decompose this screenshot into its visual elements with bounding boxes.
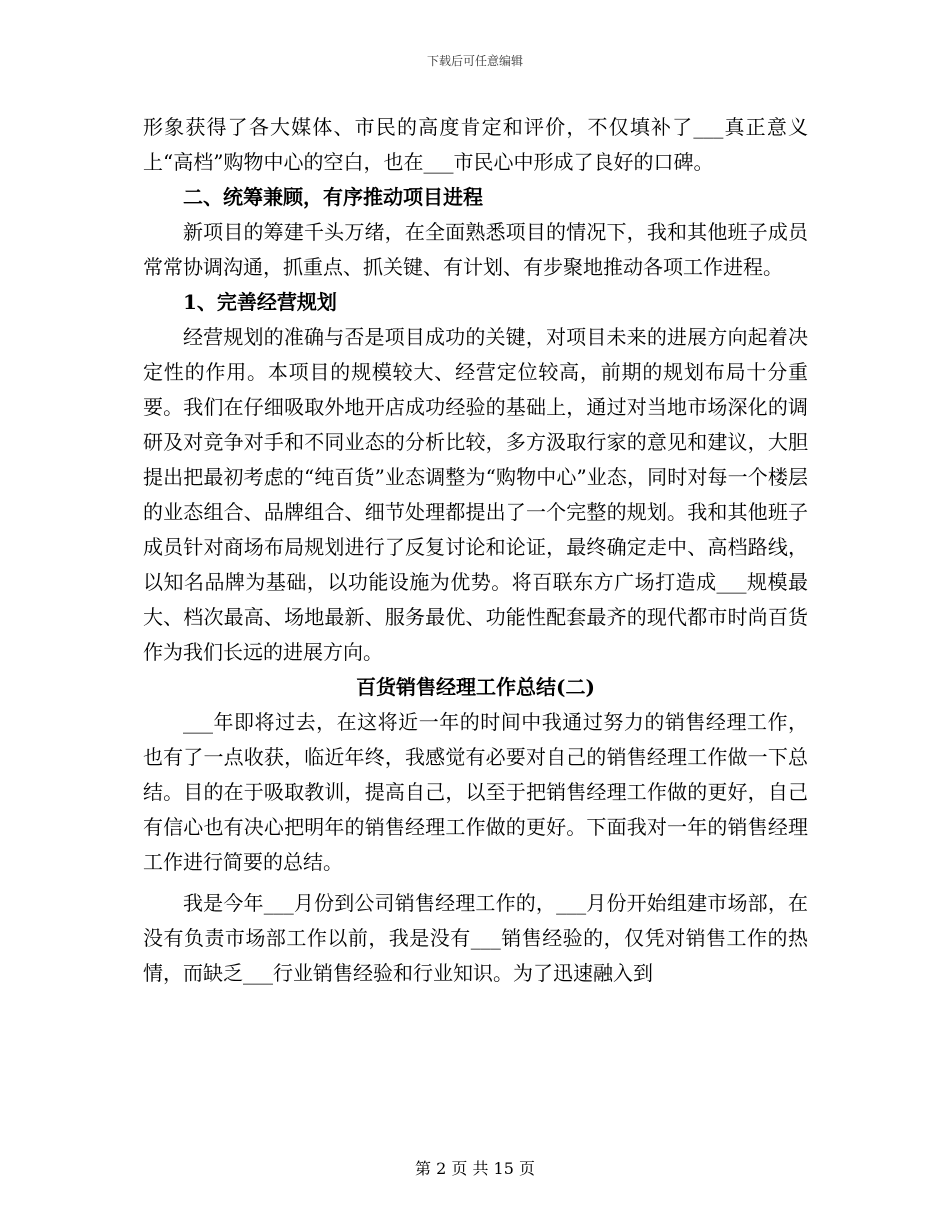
- paragraph: ___年即将过去，在这将近一年的时间中我通过努力的销售经理工作，也有了一点收获，临近年终，我感觉有必要对自己的销售经理工作做一下总结。目的在于吸取教训，提高自己，以至于把销售经理工作做的更好，自己有信心也有决心把明年的销售经理工作做的更好。下面我对一年的销售经理工作进行简要的总结。: [143, 710, 808, 874]
- page-header: 下载后可任意编辑: [426, 54, 523, 68]
- document-title: 百货销售经理工作总结(二): [356, 675, 595, 699]
- document-body: [143, 110, 808, 991]
- paragraph-continuation: 形象获得了各大媒体、市民的高度肯定和评价，不仅填补了___真正意义上“高档”购物中心的空白，也在___市民心中形成了良好的口碑。: [143, 115, 808, 174]
- subsection-heading: 1、完善经营规划: [183, 290, 337, 314]
- section-heading: 二、统筹兼顾，有序推动项目进程: [183, 185, 483, 209]
- paragraph: 经营规划的准确与否是项目成功的关键，对项目未来的进展方向起着决定性的作用。本项目的规模较大、经营定位较高，前期的规划布局十分重要。我们在仔细吸取外地开店成功经验的基础上，通过对当地市场深化的调研及对竞争对手和不同业态的分析比较，多方汲取行家的意见和建议，大胆提出把最初考虑的“纯百货”业态调整为“购物中心”业态，同时对每一个楼层的业态组合、品牌组合、细节处理都提出了一个完整的规划。我和其他班子成员针对商场布局规划进行了反复讨论和论证，最终确定走中、高档路线，以知名品牌为基础，以功能设施为优势。将百联东方广场打造成___规模最大、档次最高、场地最新、服务最优、功能性配套最齐的现代都市时尚百货作为我们长远的进展方向。: [143, 325, 808, 664]
- paragraph: 我是今年___月份到公司销售经理工作的，___月份开始组建市场部，在没有负责市场部工作以前，我是没有___销售经验的，仅凭对销售工作的热情，而缺乏___行业销售经验和行业知识。为了迅速融入到: [143, 891, 808, 985]
- paragraph: 新项目的筹建千头万绪，在全面熟悉项目的情况下，我和其他班子成员常常协调沟通，抓重点、抓关键、有计划、有步聚地推动各项工作进程。: [143, 220, 808, 279]
- page-footer: 第 2 页 共 15 页: [415, 1159, 535, 1178]
